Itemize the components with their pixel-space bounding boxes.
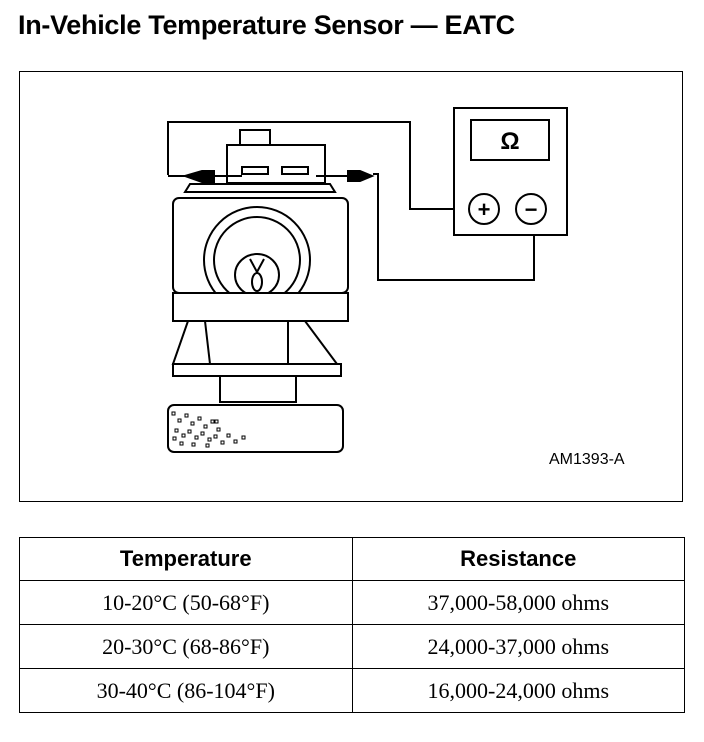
temperature-header: Temperature (20, 538, 353, 581)
ohm-symbol: Ω (500, 128, 520, 155)
figure-id: AM1393-A (549, 451, 625, 468)
table-row (20, 625, 685, 669)
diagram-drawing (20, 72, 684, 503)
temperature-cell: 30-40°C (86-104°F) (20, 669, 353, 713)
temperature-cell: 10-20°C (50-68°F) (20, 581, 353, 625)
resistance-table (19, 537, 685, 713)
table-row (20, 581, 685, 625)
resistance-header: Resistance (352, 538, 685, 581)
resistance-cell: 16,000-24,000 ohms (352, 669, 685, 713)
page-title: In-Vehicle Temperature Sensor — EATC (18, 10, 515, 40)
table-header-row (20, 538, 685, 581)
temperature-cell: 20-30°C (68-86°F) (20, 625, 353, 669)
resistance-cell: 37,000-58,000 ohms (352, 581, 685, 625)
table-row (20, 669, 685, 713)
resistance-cell: 24,000-37,000 ohms (352, 625, 685, 669)
sensor-test-diagram (19, 71, 683, 502)
negative-terminal-symbol: − (524, 197, 538, 222)
positive-terminal-symbol: + (477, 197, 491, 222)
